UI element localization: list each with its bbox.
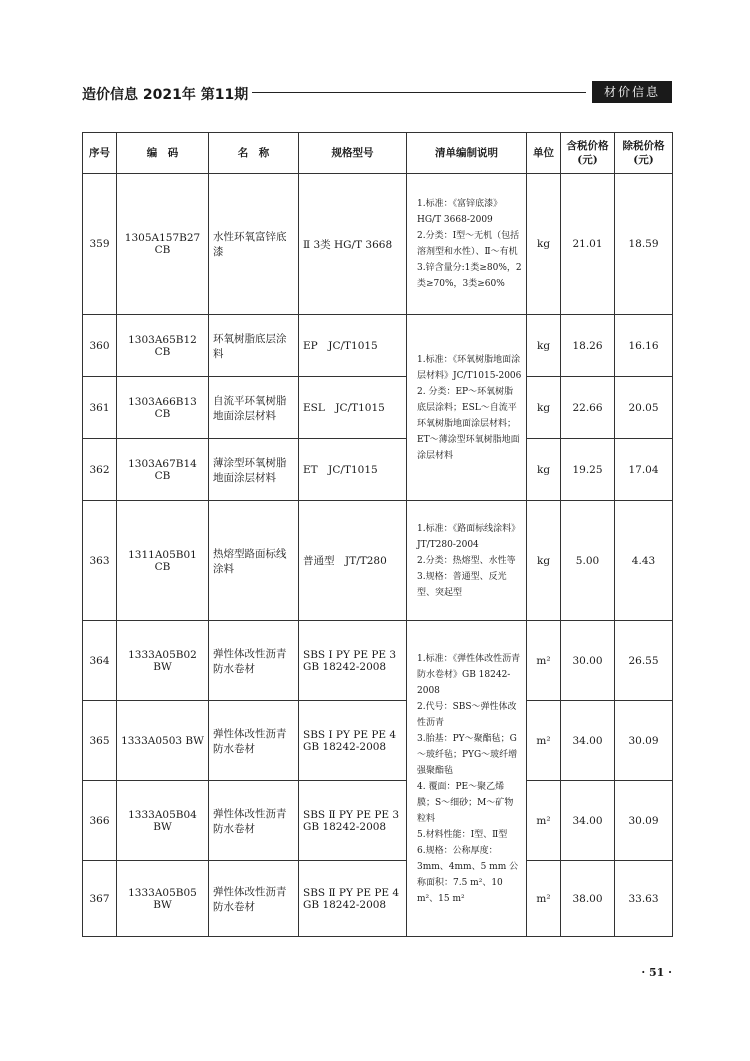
- desc-line: 4. 覆面：PE～聚乙烯膜；S～细砂；M～矿物粒料: [417, 781, 514, 824]
- row-spec: ESL JC/T1015: [299, 377, 407, 439]
- col-header-spec: 规格型号: [299, 133, 407, 174]
- row-unit: m²: [527, 701, 561, 781]
- row-price-tax: 22.66: [561, 377, 615, 439]
- row-spec: SBS Ⅱ PY PE PE 4 GB 18242-2008: [299, 861, 407, 937]
- col-header-desc: 清单编制说明: [407, 133, 527, 174]
- desc-line: 1.标准：《路面标线涂料》JT/T280-2004: [417, 523, 521, 550]
- col-header-price-notax: 除税价格(元): [615, 133, 673, 174]
- row-spec: ET JC/T1015: [299, 439, 407, 501]
- publication-title: 造价信息 2021年 第11期: [82, 87, 249, 103]
- col-header-price-tax: 含税价格(元): [561, 133, 615, 174]
- row-no: 363: [83, 501, 117, 621]
- row-unit: m²: [527, 861, 561, 937]
- row-price-notax: 16.16: [615, 315, 673, 377]
- row-code: 1333A05B02 BW: [117, 621, 209, 701]
- table-row: [83, 439, 673, 501]
- row-code: 1303A67B14 CB: [117, 439, 209, 501]
- row-code: 1305A157B27 CB: [117, 174, 209, 315]
- desc-line: 3.规格：普通型、反光型、突起型: [417, 571, 507, 598]
- row-unit: kg: [527, 439, 561, 501]
- row-price-notax: 30.09: [615, 781, 673, 861]
- table-row: [83, 174, 673, 315]
- row-price-tax: 19.25: [561, 439, 615, 501]
- row-spec: SBS Ⅱ PY PE PE 3 GB 18242-2008: [299, 781, 407, 861]
- row-name: 热熔型路面标线涂料: [209, 501, 299, 621]
- price-table: [82, 132, 673, 937]
- row-price-notax: 26.55: [615, 621, 673, 701]
- row-name: 弹性体改性沥青防水卷材: [209, 861, 299, 937]
- row-name: 薄涂型环氧树脂地面涂层材料: [209, 439, 299, 501]
- desc-line: 1.标准：《弹性体改性沥青防水卷材》GB 18242-2008: [417, 653, 521, 696]
- row-desc: [407, 315, 527, 501]
- row-price-tax: 34.00: [561, 701, 615, 781]
- page-header: [82, 80, 672, 106]
- row-code: 1333A05B04 BW: [117, 781, 209, 861]
- row-name: 弹性体改性沥青防水卷材: [209, 701, 299, 781]
- desc-line: 2.分类：Ⅰ型～无机（包括溶剂型和水性）、Ⅱ～有机: [417, 231, 520, 257]
- desc-line: 3.锌含量分:1类≥80%，2类≥70%，3类≥60%: [417, 263, 522, 289]
- desc-line: 3.胎基：PY～聚酯毡；G～玻纤毡；PYG～玻纤增强聚酯毡: [417, 733, 518, 776]
- row-code: 1333A05B05 BW: [117, 861, 209, 937]
- table-header-row: [83, 133, 673, 174]
- row-price-tax: 38.00: [561, 861, 615, 937]
- desc-line: 2.代号：SBS～弹性体改性沥青: [417, 701, 517, 728]
- table-row: [83, 621, 673, 701]
- table-row: [83, 501, 673, 621]
- row-price-tax: 5.00: [561, 501, 615, 621]
- row-no: 364: [83, 621, 117, 701]
- row-no: 361: [83, 377, 117, 439]
- row-unit: kg: [527, 377, 561, 439]
- row-price-notax: 17.04: [615, 439, 673, 501]
- row-code: 1303A65B12 CB: [117, 315, 209, 377]
- row-name: 弹性体改性沥青防水卷材: [209, 781, 299, 861]
- page-number: · 51 ·: [641, 966, 672, 979]
- table-row: [83, 861, 673, 937]
- row-price-notax: 20.05: [615, 377, 673, 439]
- desc-line: 5.材料性能：Ⅰ型、Ⅱ型: [417, 829, 508, 840]
- row-price-notax: 18.59: [615, 174, 673, 315]
- header-rule: [252, 92, 586, 93]
- row-spec: 普通型 JT/T280: [299, 501, 407, 621]
- row-name: 弹性体改性沥青防水卷材: [209, 621, 299, 701]
- row-spec: EP JC/T1015: [299, 315, 407, 377]
- row-price-notax: 4.43: [615, 501, 673, 621]
- table-row: [83, 781, 673, 861]
- row-price-notax: 33.63: [615, 861, 673, 937]
- row-code: 1303A66B13 CB: [117, 377, 209, 439]
- row-no: 360: [83, 315, 117, 377]
- row-price-tax: 18.26: [561, 315, 615, 377]
- table-row: [83, 377, 673, 439]
- table-row: [83, 701, 673, 781]
- section-tag: 材价信息: [592, 81, 672, 103]
- row-name: 环氧树脂底层涂料: [209, 315, 299, 377]
- row-desc: [407, 174, 527, 315]
- row-price-tax: 30.00: [561, 621, 615, 701]
- col-header-unit: 单位: [527, 133, 561, 174]
- row-unit: m²: [527, 781, 561, 861]
- row-price-tax: 21.01: [561, 174, 615, 315]
- row-name: 自流平环氧树脂地面涂层材料: [209, 377, 299, 439]
- desc-line: 6.规格：公称厚度：3mm、4mm、5 mm 公称面积：7.5 m²、10 m²、15 m²: [417, 845, 519, 904]
- row-no: 359: [83, 174, 117, 315]
- row-unit: kg: [527, 501, 561, 621]
- desc-line: 2.分类：热熔型、水性等: [417, 555, 516, 566]
- desc-line: 1.标准：《富锌底漆》HG/T 3668-2009: [417, 199, 503, 225]
- row-desc: [407, 621, 527, 937]
- row-name: 水性环氧富锌底漆: [209, 174, 299, 315]
- col-header-code: 编 码: [117, 133, 209, 174]
- row-no: 367: [83, 861, 117, 937]
- desc-line: 1.标准：《环氧树脂地面涂层材料》JC/T1015-2006: [417, 354, 522, 381]
- row-unit: m²: [527, 621, 561, 701]
- row-no: 362: [83, 439, 117, 501]
- row-no: 365: [83, 701, 117, 781]
- row-no: 366: [83, 781, 117, 861]
- row-code: 1333A0503 BW: [117, 701, 209, 781]
- row-price-tax: 34.00: [561, 781, 615, 861]
- row-code: 1311A05B01 CB: [117, 501, 209, 621]
- col-header-name: 名 称: [209, 133, 299, 174]
- row-desc: [407, 501, 527, 621]
- row-unit: kg: [527, 315, 561, 377]
- table-row: [83, 315, 673, 377]
- row-spec: SBS Ⅰ PY PE PE 4 GB 18242-2008: [299, 701, 407, 781]
- col-header-no: 序号: [83, 133, 117, 174]
- row-spec: SBS Ⅰ PY PE PE 3 GB 18242-2008: [299, 621, 407, 701]
- row-price-notax: 30.09: [615, 701, 673, 781]
- row-unit: kg: [527, 174, 561, 315]
- row-spec: Ⅱ 3类 HG/T 3668: [299, 174, 407, 315]
- desc-line: 2. 分类：EP～环氧树脂底层涂料；ESL～自流平环氧树脂地面涂层材料；ET～薄涂型环氧树脂地面涂层材料: [417, 386, 520, 461]
